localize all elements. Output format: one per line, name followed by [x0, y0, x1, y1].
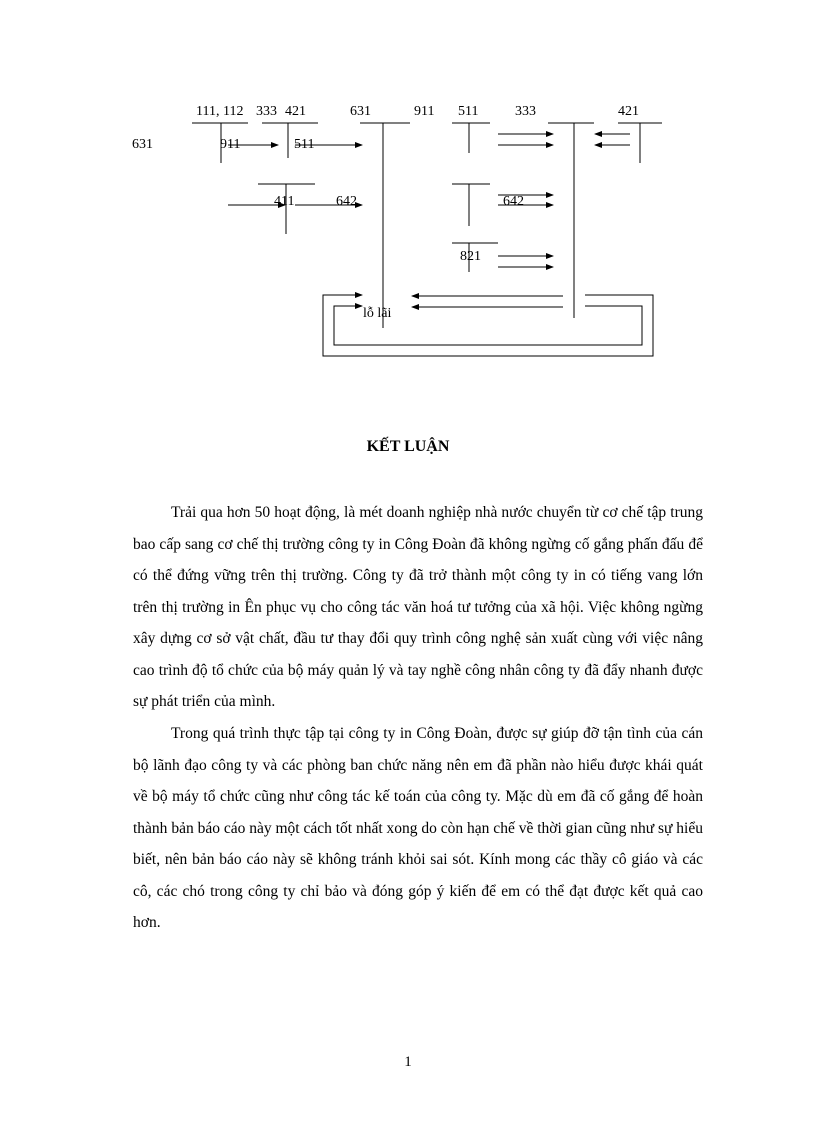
- loss-profit-loop-outer: [323, 295, 653, 356]
- account-label: 911: [220, 137, 241, 152]
- account-label: 333: [515, 104, 536, 119]
- account-label: 631: [132, 137, 153, 152]
- account-label: 631: [350, 104, 371, 119]
- loss-profit-label: lỗ lãi: [363, 306, 392, 321]
- account-label: 511: [458, 104, 479, 119]
- account-label: 821: [460, 249, 481, 264]
- account-label: 642: [336, 194, 357, 209]
- account-label: 421: [618, 104, 639, 119]
- account-label: 511: [294, 137, 315, 152]
- account-label: 911: [414, 104, 435, 119]
- account-label: 411: [274, 194, 295, 209]
- account-label: 421: [285, 104, 306, 119]
- paragraph: Trong quá trình thực tập tại công ty in Công Đoàn, được sự giúp đỡ tận tình của cán bộ lãnh đạo công ty và các phòng ban chức năng nên em đã phần nào hiểu được khái quát về bộ máy tổ chức cũng như công tác kế toán của công ty. Mặc dù em đã cố gắng để hoàn thành bản báo cáo này một cách tốt nhất xong do còn hạn chế về thời gian cũng như sự hiểu biết, nên bản báo cáo này sẽ không tránh khỏi sai sót. Kính mong các thầy cô giáo và các cô, các chó trong công ty chỉ bảo và đóng góp ý kiến để em có thể đạt được kết quả cao hơn.: [133, 725, 703, 931]
- account-label: 111, 112: [196, 104, 244, 119]
- page-number: 1: [404, 1054, 412, 1070]
- paragraph: Trải qua hơn 50 hoạt động, là mét doanh nghiệp nhà nước chuyển từ cơ chế tập trung bao cấp sang cơ chế thị trường công ty in Công Đoàn đã không ngừng cố gắng phấn đấu để có thể đứng vững trên thị trường. Công ty đã trở thành một công ty in có tiếng vang lớn trên thị trường in Ên phục vụ cho công tác văn hoá tư tưởng của xã hội. Việc không ngừng xây dựng cơ sở vật chất, đầu tư thay đổi quy trình công nghệ sản xuất cùng với việc nâng cao trình độ tổ chức của bộ máy quản lý và tay nghề công nhân công ty đã đẩy nhanh được sự phát triển của mình.: [133, 504, 703, 710]
- accounting-flow-diagram: [0, 0, 816, 400]
- account-label: 333: [256, 104, 277, 119]
- account-label: 642: [503, 194, 524, 209]
- section-title: KẾT LUẬN: [366, 438, 450, 455]
